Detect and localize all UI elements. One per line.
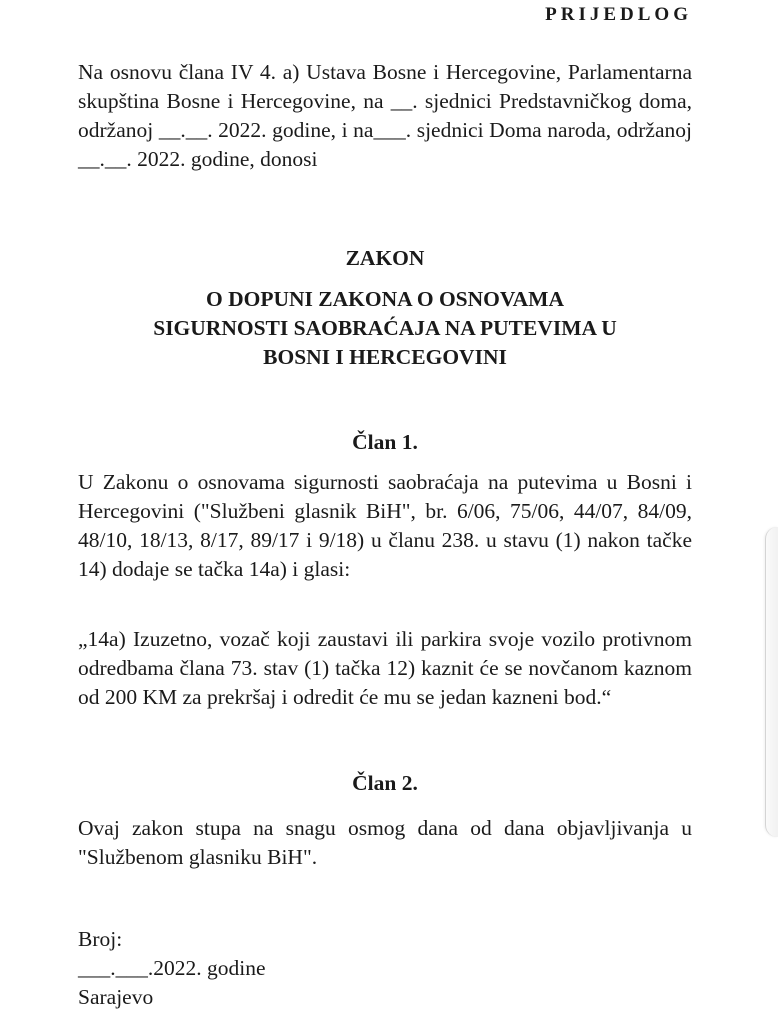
footer-place: Sarajevo (78, 985, 154, 1009)
article-1-paragraph-2: „14a) Izuzetno, vozač koji zaustavi ili parkira svoje vozilo protivnom odredbama člana 73. stav (1) tačka 12) kaznit će se novčanom kaznom od 200 KM za prekršaj i odredit će mu se jedan kazneni bod.“ (78, 627, 692, 709)
law-title: ZAKON (345, 246, 425, 270)
document-status-label: PRIJEDLOG (545, 4, 692, 25)
footer-number-label: Broj: (78, 927, 123, 951)
law-subtitle: O DOPUNI ZAKONA O OSNOVAMA SIGURNOSTI SAOBRAĆAJA NA PUTEVIMA U BOSNI I HERCEGOVINI (153, 287, 617, 369)
scroll-edge-handle[interactable] (765, 527, 778, 837)
preamble-paragraph: Na osnovu člana IV 4. a) Ustava Bosne i Hercegovine, Parlamentarna skupština Bosne i Hercegovine, na __. sjednici Predstavničkog doma, održanoj __.__. 2022. godine, i na___. sjednici Doma naroda, održanoj __.__. 2022. godine, donosi (78, 60, 692, 171)
article-1-heading: Član 1. (352, 430, 418, 454)
document-footer (78, 925, 266, 1012)
footer-date-line: ___.___.2022. godine (78, 956, 266, 980)
article-1-paragraph-1: U Zakonu o osnovama sigurnosti saobraćaja na putevima u Bosni i Hercegovini ("Službeni glasnik BiH", br. 6/06, 75/06, 44/07, 84/09, 48/10, 18/13, 8/17, 89/17 i 9/18) u članu 238. u stavu (1) nakon tačke 14) dodaje se tačka 14a) i glasi: (78, 470, 692, 581)
article-2-heading: Član 2. (352, 771, 418, 795)
article-2-paragraph-1: Ovaj zakon stupa na snagu osmog dana od dana objavljivanja u "Službenom glasniku BiH". (78, 816, 692, 869)
